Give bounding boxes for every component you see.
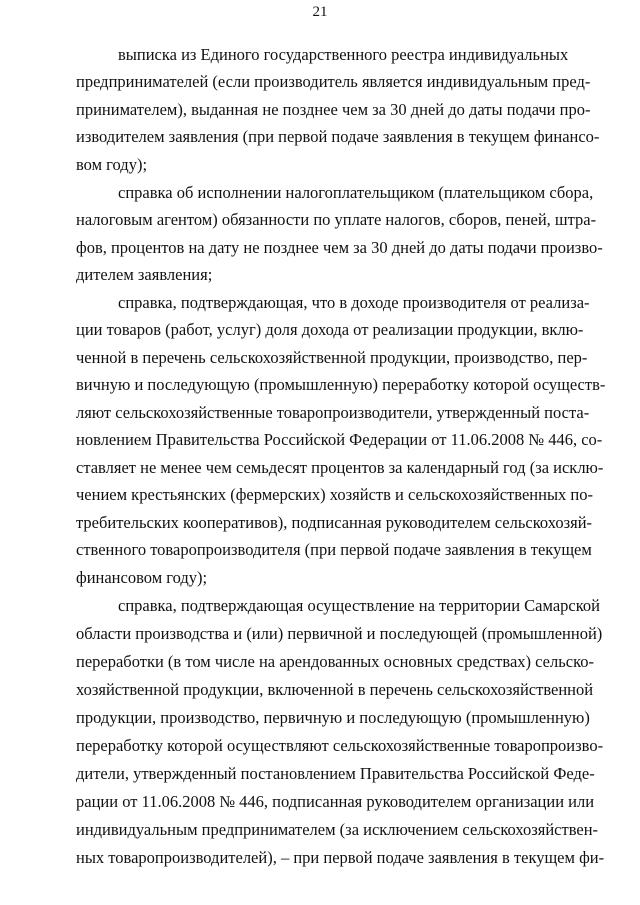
text-line: переработку которой осуществляют сельскохозяйственные товаропроизво- <box>76 736 604 755</box>
text-line: справка, подтверждающая, что в доходе производителя от реализа- <box>118 293 590 312</box>
text-line: ченной в перечень сельскохозяйственной продукции, производство, пер- <box>76 348 588 367</box>
text-line: дители, утвержденный постановлением Правительства Российской Феде- <box>76 764 595 783</box>
text-line: вом году); <box>76 155 148 174</box>
text-line: вичную и последующую (промышленную) переработку которой осуществ- <box>76 375 606 394</box>
text-line: хозяйственной продукции, включенной в перечень сельскохозяйственной <box>76 680 594 699</box>
text-line: чением крестьянских (фермерских) хозяйств и сельскохозяйственных по- <box>76 485 593 504</box>
text-line: ции товаров (работ, услуг) доля дохода от реализации продукции, вклю- <box>76 320 584 339</box>
text-line: области производства и (или) первичной и последующей (промышленной) <box>76 624 603 643</box>
text-line: изводителем заявления (при первой подаче заявления в текущем финансо- <box>76 127 600 146</box>
page-number: 21 <box>312 4 328 20</box>
text-line: налоговым агентом) обязанности по уплате налогов, сборов, пеней, штра- <box>76 210 597 229</box>
text-line: ляют сельскохозяйственные товаропроизводители, утвержденный поста- <box>76 403 590 422</box>
text-line: принимателем), выданная не позднее чем за 30 дней до даты подачи про- <box>76 100 591 119</box>
text-line: индивидуальным предпринимателем (за исключением сельскохозяйствен- <box>76 820 599 839</box>
text-line: фов, процентов на дату не позднее чем за 30 дней до даты подачи произво- <box>76 238 603 257</box>
text-line: рации от 11.06.2008 № 446, подписанная руководителем организации или <box>76 792 595 811</box>
text-line: ставляет не менее чем семьдесят процентов за календарный год (за исклю- <box>76 458 604 477</box>
text-line: предпринимателей (если производитель является индивидуальным пред- <box>76 72 591 91</box>
text-line: дителем заявления; <box>76 265 213 284</box>
text-line: справка об исполнении налогоплательщиком (плательщиком сбора, <box>118 183 594 202</box>
text-line: ственного товаропроизводителя (при первой подаче заявления в текущем <box>76 540 592 559</box>
text-line: ных товаропроизводителей), – при первой подаче заявления в текущем фи- <box>76 848 605 867</box>
text-line: продукции, производство, первичную и последующую (промышленную) <box>76 708 590 727</box>
text-line: финансовом году); <box>76 568 208 587</box>
text-line: новлением Правительства Российской Федерации от 11.06.2008 № 446, со- <box>76 430 603 449</box>
text-line: требительских кооперативов), подписанная руководителем сельскохозяй- <box>76 513 593 532</box>
text-line: выписка из Единого государственного реестра индивидуальных <box>118 45 569 64</box>
text-line: переработки (в том числе на арендованных основных средствах) сельско- <box>76 652 594 671</box>
text-line: справка, подтверждающая осуществление на территории Самарской <box>118 596 600 615</box>
